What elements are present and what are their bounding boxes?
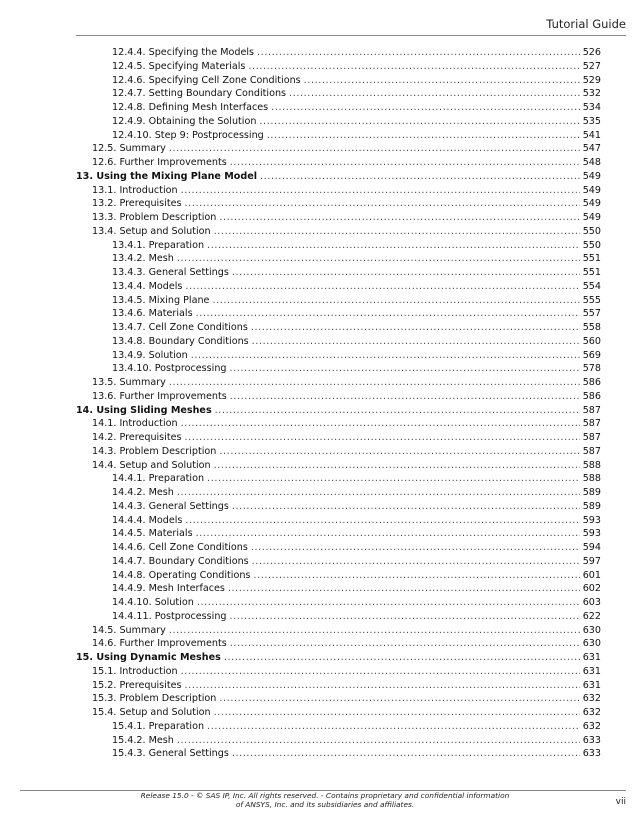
toc-entry-page[interactable]: 631: [582, 665, 601, 677]
toc-entry-title[interactable]: 15.4. Setup and Solution: [92, 707, 211, 718]
footer-line-2: of ANSYS, Inc. and its subsidiaries and affiliates.: [235, 800, 415, 809]
toc-dot-leader: [230, 362, 580, 376]
toc-entry[interactable]: [76, 514, 601, 528]
toc-dot-leader: [230, 156, 580, 170]
toc-entry-page[interactable]: 541: [582, 129, 601, 141]
toc-dot-leader: [219, 692, 579, 706]
toc-dot-leader: [228, 582, 580, 596]
toc-entry[interactable]: [76, 624, 601, 638]
toc-entry-page[interactable]: 554: [582, 280, 601, 292]
toc-dot-leader: [257, 46, 580, 60]
toc-entry-title[interactable]: 12.4.9. Obtaining the Solution: [112, 115, 257, 127]
toc-entry-title[interactable]: 15.4.3. General Settings: [112, 748, 229, 760]
toc-entry-title[interactable]: 14.4.6. Cell Zone Conditions: [112, 542, 248, 553]
toc-entry-title[interactable]: 13.6. Further Improvements: [92, 390, 227, 402]
toc-dot-leader: [181, 184, 580, 198]
toc-dot-leader: [177, 252, 580, 266]
toc-entry-page[interactable]: 597: [582, 555, 601, 567]
toc-entry-title[interactable]: 13.1. Introduction: [92, 184, 178, 196]
toc-dot-leader: [169, 624, 580, 638]
toc-entry-page[interactable]: 603: [582, 597, 601, 608]
toc-dot-leader: [251, 321, 580, 335]
toc-entry-page[interactable]: 632: [582, 693, 601, 705]
toc-entry-page[interactable]: 632: [582, 707, 601, 718]
toc-entry[interactable]: [76, 692, 601, 706]
toc-entry-title[interactable]: 14.4.4. Models: [112, 514, 183, 526]
toc-entry-page[interactable]: 557: [582, 308, 601, 320]
toc-entry-title[interactable]: 15.4.1. Preparation: [112, 720, 205, 732]
toc-entry-title[interactable]: 15.1. Introduction: [92, 665, 178, 677]
toc-dot-leader: [289, 87, 580, 101]
toc-entry-page[interactable]: 631: [582, 679, 601, 691]
toc-entry[interactable]: [76, 596, 601, 610]
table-of-contents: [76, 46, 601, 761]
footer-copyright: [140, 791, 510, 809]
toc-dot-leader: [214, 706, 580, 720]
toc-entry-page[interactable]: 549: [582, 170, 601, 182]
toc-entry[interactable]: [76, 156, 601, 170]
toc-dot-leader: [253, 569, 579, 583]
toc-dot-leader: [230, 390, 580, 404]
toc-entry-page[interactable]: 589: [582, 500, 601, 512]
toc-dot-leader: [185, 514, 579, 528]
toc-dot-leader: [196, 307, 580, 321]
toc-entry-title[interactable]: 14.4.10. Solution: [112, 597, 194, 608]
toc-entry[interactable]: [76, 459, 601, 473]
toc-entry-title[interactable]: 12.4.5. Specifying Materials: [112, 60, 246, 72]
toc-entry[interactable]: [76, 472, 601, 486]
toc-entry-title[interactable]: 15.4.2. Mesh: [112, 734, 174, 746]
toc-entry-title[interactable]: 13. Using the Mixing Plane Model: [76, 170, 258, 182]
toc-entry[interactable]: [76, 87, 601, 101]
toc-entry-title[interactable]: 13.4.10. Postprocessing: [112, 363, 227, 375]
toc-entry[interactable]: [76, 376, 601, 390]
toc-entry[interactable]: [76, 527, 601, 541]
toc-entry-title[interactable]: 14.4. Setup and Solution: [92, 459, 211, 471]
toc-entry[interactable]: [76, 74, 601, 88]
toc-entry-title[interactable]: 13.2. Prerequisites: [92, 198, 182, 210]
toc-entry-page[interactable]: 593: [582, 528, 601, 540]
toc-entry-page[interactable]: 630: [582, 638, 601, 650]
toc-dot-leader: [177, 734, 580, 748]
toc-entry-title[interactable]: 14.1. Introduction: [92, 418, 178, 430]
footer-line-1: Release 15.0 - © SAS IP, Inc. All rights reserved. - Contains proprietary and confidential information: [140, 791, 510, 800]
toc-entry[interactable]: [76, 239, 601, 253]
toc-entry-page[interactable]: 549: [582, 184, 601, 196]
toc-entry-page[interactable]: 587: [582, 418, 601, 430]
toc-entry-page[interactable]: 588: [582, 459, 601, 471]
toc-entry-page[interactable]: 633: [582, 748, 601, 760]
toc-entry[interactable]: [76, 637, 601, 651]
toc-dot-leader: [169, 142, 580, 156]
toc-entry-page[interactable]: 622: [582, 610, 601, 622]
toc-entry-title[interactable]: 13.3. Problem Description: [92, 212, 217, 223]
toc-entry[interactable]: [76, 101, 601, 115]
toc-entry[interactable]: [76, 335, 601, 349]
toc-dot-leader: [185, 197, 580, 211]
toc-entry-page[interactable]: 630: [582, 624, 601, 636]
toc-entry-title[interactable]: 14. Using Sliding Meshes: [76, 404, 212, 416]
toc-entry[interactable]: [76, 46, 601, 60]
toc-dot-leader: [207, 720, 580, 734]
toc-dot-leader: [219, 445, 579, 459]
toc-dot-leader: [214, 459, 580, 473]
toc-entry[interactable]: [76, 431, 601, 445]
toc-entry[interactable]: [76, 349, 601, 363]
toc-entry-title[interactable]: 13.4.2. Mesh: [112, 253, 174, 265]
toc-entry-title[interactable]: 14.6. Further Improvements: [92, 638, 227, 650]
toc-entry[interactable]: [76, 184, 601, 198]
toc-dot-leader: [304, 74, 580, 88]
toc-entry[interactable]: [76, 706, 601, 720]
toc-entry-title[interactable]: 15.3. Problem Description: [92, 693, 217, 705]
toc-dot-leader: [177, 486, 580, 500]
document-title: Tutorial Guide: [546, 17, 626, 31]
toc-entry-title[interactable]: 12.4.6. Specifying Cell Zone Conditions: [112, 74, 301, 86]
toc-entry-page[interactable]: 527: [582, 60, 601, 72]
toc-entry-page[interactable]: 589: [582, 487, 601, 498]
toc-dot-leader: [232, 747, 580, 761]
toc-entry[interactable]: [76, 404, 601, 418]
toc-entry-page[interactable]: 569: [582, 349, 601, 361]
toc-entry-title[interactable]: 13.4.1. Preparation: [112, 239, 205, 251]
toc-entry-title[interactable]: 13.4.5. Mixing Plane: [112, 294, 210, 306]
toc-entry-page[interactable]: 558: [582, 322, 601, 333]
toc-dot-leader: [224, 651, 580, 665]
toc-entry-title[interactable]: 12.5. Summary: [92, 143, 166, 155]
toc-entry[interactable]: [76, 679, 601, 693]
toc-entry-title[interactable]: 13.4.9. Solution: [112, 349, 188, 361]
toc-dot-leader: [207, 239, 580, 253]
toc-dot-leader: [191, 349, 580, 363]
toc-entry-title[interactable]: 14.4.3. General Settings: [112, 500, 229, 512]
toc-entry[interactable]: [76, 362, 601, 376]
toc-entry[interactable]: [76, 486, 601, 500]
toc-entry-page[interactable]: 547: [582, 143, 601, 155]
toc-dot-leader: [252, 555, 580, 569]
toc-entry-title[interactable]: 14.4.5. Materials: [112, 528, 193, 540]
toc-entry-title[interactable]: 13.4.7. Cell Zone Conditions: [112, 322, 248, 333]
toc-entry[interactable]: [76, 651, 601, 665]
toc-dot-leader: [181, 665, 580, 679]
toc-entry[interactable]: [76, 569, 601, 583]
toc-entry[interactable]: [76, 665, 601, 679]
toc-entry-title[interactable]: 12.4.4. Specifying the Models: [112, 47, 255, 58]
toc-entry[interactable]: [76, 390, 601, 404]
toc-entry-title[interactable]: 13.4. Setup and Solution: [92, 225, 211, 237]
toc-entry-page[interactable]: 578: [582, 363, 601, 375]
toc-entry[interactable]: [76, 129, 601, 143]
toc-entry[interactable]: [76, 266, 601, 280]
toc-entry[interactable]: [76, 280, 601, 294]
toc-entry-title[interactable]: 14.5. Summary: [92, 624, 166, 636]
toc-entry[interactable]: [76, 142, 601, 156]
toc-entry[interactable]: [76, 321, 601, 335]
toc-entry-title[interactable]: 14.4.11. Postprocessing: [112, 610, 227, 622]
toc-dot-leader: [230, 610, 580, 624]
toc-entry[interactable]: [76, 555, 601, 569]
toc-entry-page[interactable]: 532: [582, 88, 601, 100]
toc-entry-title[interactable]: 13.5. Summary: [92, 377, 166, 388]
toc-dot-leader: [214, 225, 580, 239]
toc-entry-page[interactable]: 548: [582, 157, 601, 168]
toc-entry-title[interactable]: 14.3. Problem Description: [92, 445, 217, 457]
toc-dot-leader: [185, 431, 580, 445]
toc-dot-leader: [251, 541, 580, 555]
toc-entry[interactable]: [76, 417, 601, 431]
toc-entry-page[interactable]: 586: [582, 390, 601, 402]
toc-dot-leader: [259, 115, 579, 129]
toc-entry[interactable]: [76, 720, 601, 734]
toc-dot-leader: [267, 129, 580, 143]
toc-dot-leader: [181, 417, 580, 431]
toc-entry-page[interactable]: 588: [582, 473, 601, 485]
toc-entry-page[interactable]: 529: [582, 74, 601, 86]
toc-dot-leader: [212, 294, 579, 308]
toc-entry-title[interactable]: 12.4.10. Step 9: Postprocessing: [112, 129, 264, 141]
toc-entry[interactable]: [76, 60, 601, 74]
toc-entry-page[interactable]: 633: [582, 734, 601, 746]
toc-entry[interactable]: [76, 307, 601, 321]
toc-entry-title[interactable]: 12.6. Further Improvements: [92, 157, 227, 168]
toc-entry-page[interactable]: 551: [582, 253, 601, 265]
toc-entry[interactable]: [76, 500, 601, 514]
toc-entry-page[interactable]: 593: [582, 514, 601, 526]
toc-entry[interactable]: [76, 445, 601, 459]
toc-entry-page[interactable]: 632: [582, 720, 601, 732]
toc-entry-title[interactable]: 13.4.8. Boundary Conditions: [112, 335, 249, 347]
toc-entry-title[interactable]: 14.4.1. Preparation: [112, 473, 205, 485]
toc-entry-page[interactable]: 602: [582, 583, 601, 595]
toc-entry[interactable]: [76, 225, 601, 239]
toc-entry-page[interactable]: 601: [582, 569, 601, 581]
toc-dot-leader: [252, 335, 580, 349]
toc-entry-page[interactable]: 550: [582, 225, 601, 237]
toc-dot-leader: [232, 266, 580, 280]
toc-entry-page[interactable]: 549: [582, 212, 601, 223]
toc-entry-title[interactable]: 15. Using Dynamic Meshes: [76, 652, 221, 663]
toc-dot-leader: [197, 596, 580, 610]
toc-entry[interactable]: [76, 610, 601, 624]
toc-entry-title[interactable]: 14.4.8. Operating Conditions: [112, 569, 251, 581]
toc-entry[interactable]: [76, 197, 601, 211]
toc-entry-page[interactable]: 586: [582, 377, 601, 388]
toc-entry-page[interactable]: 594: [582, 542, 601, 553]
toc-dot-leader: [215, 404, 580, 418]
toc-dot-leader: [271, 101, 580, 115]
toc-entry-title[interactable]: 15.2. Prerequisites: [92, 679, 182, 691]
toc-entry-page[interactable]: 587: [582, 445, 601, 457]
toc-entry-page[interactable]: 551: [582, 267, 601, 278]
toc-dot-leader: [185, 679, 580, 693]
toc-entry-page[interactable]: 555: [582, 294, 601, 306]
toc-entry[interactable]: [76, 294, 601, 308]
toc-dot-leader: [196, 527, 580, 541]
toc-entry[interactable]: [76, 582, 601, 596]
toc-dot-leader: [232, 500, 580, 514]
toc-entry-page[interactable]: 549: [582, 198, 601, 210]
toc-entry-page[interactable]: 560: [582, 335, 601, 347]
toc-dot-leader: [207, 472, 580, 486]
toc-entry-page[interactable]: 534: [582, 102, 601, 113]
toc-entry[interactable]: [76, 115, 601, 129]
toc-entry-page[interactable]: 587: [582, 432, 601, 443]
toc-entry[interactable]: [76, 252, 601, 266]
toc-entry-title[interactable]: 14.4.9. Mesh Interfaces: [112, 583, 225, 595]
toc-entry-title[interactable]: 13.4.3. General Settings: [112, 267, 229, 278]
toc-dot-leader: [248, 60, 579, 74]
toc-dot-leader: [185, 280, 579, 294]
toc-entry[interactable]: [76, 170, 601, 184]
toc-entry-page[interactable]: 631: [582, 652, 601, 663]
toc-entry[interactable]: [76, 211, 601, 225]
toc-entry-title[interactable]: 12.4.8. Defining Mesh Interfaces: [112, 102, 269, 113]
toc-entry-page[interactable]: 550: [582, 239, 601, 251]
toc-entry-page[interactable]: 535: [582, 115, 601, 127]
toc-entry[interactable]: [76, 734, 601, 748]
toc-dot-leader: [219, 211, 579, 225]
toc-entry-title[interactable]: 12.4.7. Setting Boundary Conditions: [112, 88, 287, 100]
toc-entry-page[interactable]: 526: [582, 47, 601, 58]
toc-dot-leader: [230, 637, 580, 651]
toc-entry-title[interactable]: 14.4.7. Boundary Conditions: [112, 555, 249, 567]
toc-dot-leader: [260, 170, 580, 184]
page-number: vii: [615, 797, 626, 807]
toc-entry-title[interactable]: 14.2. Prerequisites: [92, 432, 182, 443]
toc-entry[interactable]: [76, 747, 601, 761]
toc-entry[interactable]: [76, 541, 601, 555]
toc-entry-title[interactable]: 13.4.4. Models: [112, 280, 183, 292]
toc-entry-title[interactable]: 14.4.2. Mesh: [112, 487, 174, 498]
toc-entry-page[interactable]: 587: [582, 404, 601, 416]
toc-entry-title[interactable]: 13.4.6. Materials: [112, 308, 193, 320]
header-divider: [76, 35, 626, 36]
toc-dot-leader: [169, 376, 580, 390]
